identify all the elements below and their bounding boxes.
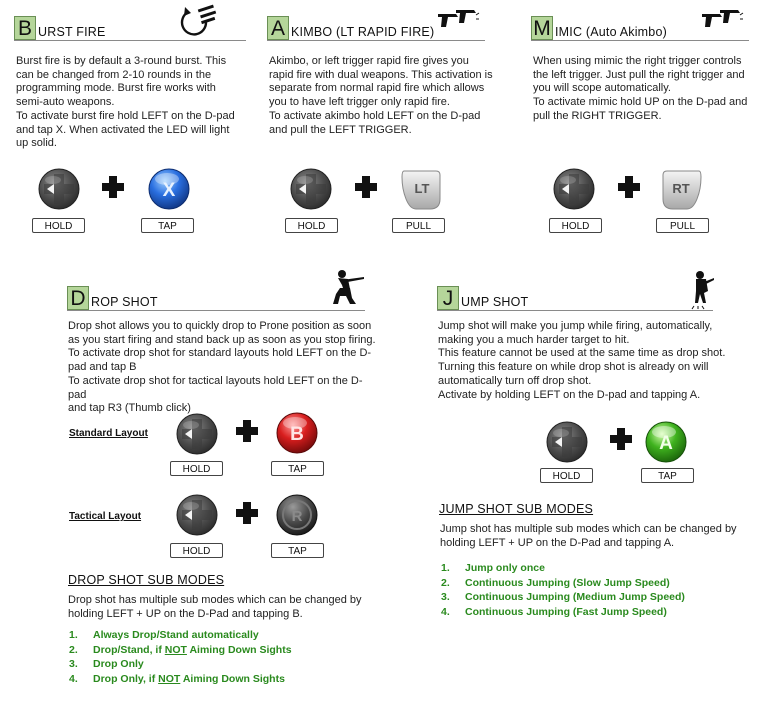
akimbo-plus-icon: [355, 176, 377, 198]
akimbo-pull-label: PULL: [392, 218, 445, 233]
drop-standard-tap-label: TAP: [271, 461, 324, 476]
akimbo-dual-pistols-icon: [436, 6, 480, 36]
drop-standard-hold-label: HOLD: [170, 461, 223, 476]
list-item: 4. Drop Only, if NOT Aiming Down Sights: [69, 672, 285, 685]
akimbo-lt-trigger-icon: [398, 169, 442, 211]
drop-sub-modes-description: Drop shot has multiple sub modes which can be changed by holding LEFT + UP on the D-Pad and tapping B.: [68, 594, 362, 620]
drop-r3-stick-icon: [276, 494, 318, 536]
burst-letter: B: [14, 16, 36, 40]
drop-tactical-hold-label: HOLD: [170, 543, 223, 558]
burst-tap-label: TAP: [141, 218, 194, 233]
jump-sub-modes-title: JUMP SHOT SUB MODES: [439, 502, 594, 516]
burst-x-button-icon: [148, 168, 190, 210]
akimbo-dpad-icon: [290, 168, 332, 210]
drop-tactical-dpad-icon: [176, 494, 218, 536]
mimic-dpad-icon: [553, 168, 595, 210]
akimbo-title: KIMBO (LT RAPID FIRE): [291, 25, 435, 39]
standard-layout-label: Standard Layout: [69, 428, 148, 439]
mimic-rt-trigger-icon: [661, 169, 705, 211]
mimic-title: IMIC (Auto Akimbo): [555, 25, 667, 39]
drop-sub-modes-list: [69, 628, 379, 686]
svg-text:A: A: [659, 433, 673, 454]
akimbo-description: Akimbo, or left trigger rapid fire gives you rapid fire with dual weapons. This activation is separate from normal rapid fire which allows you to have left trigger only rapid fire. To activate akimbo hold LEFT on the D-pad and pull the LEFT TRIGGER.: [269, 55, 493, 136]
jump-letter: J: [437, 286, 459, 310]
svg-text:LT: LT: [414, 181, 430, 196]
svg-text:X: X: [162, 180, 176, 201]
jump-heading: [437, 284, 713, 311]
svg-text:R: R: [291, 508, 303, 525]
drop-tactical-tap-label: TAP: [271, 543, 324, 558]
drop-heading: [67, 284, 365, 311]
burst-plus-icon: [102, 176, 124, 198]
burst-hold-label: HOLD: [32, 218, 85, 233]
list-item: 1. Jump only once: [441, 562, 545, 574]
jump-tap-label: TAP: [641, 468, 694, 483]
drop-sub-modes-title: DROP SHOT SUB MODES: [68, 573, 225, 587]
mimic-pull-label: PULL: [656, 218, 709, 233]
drop-title: ROP SHOT: [91, 295, 158, 309]
drop-description: Drop shot allows you to quickly drop to Prone position as soon as you start firing and stand back up as soon as you stop firing. To activate drop shot for standard layouts hold LEFT on the D- pad and tap B To activate drop shot for tactical layouts hold LEFT on the D-pad and tap R3 (Thumb click): [68, 320, 376, 415]
drop-standard-plus-icon: [236, 420, 258, 442]
tactical-layout-label: Tactical Layout: [69, 511, 142, 522]
jump-title: UMP SHOT: [461, 295, 529, 309]
mimic-letter: M: [531, 16, 553, 40]
list-item: 3. Drop Only: [69, 658, 144, 671]
jump-plus-icon: [610, 428, 632, 450]
list-item: 4. Continuous Jumping (Fast Jump Speed): [441, 605, 667, 618]
svg-text:B: B: [290, 424, 304, 445]
kneeling-soldier-icon: [324, 268, 368, 308]
mimic-description: When using mimic the right trigger controls the left trigger. Just pull the right trigger and you will scope automatically. To activate mimic hold UP on the D-pad and pull the RIGHT TRIGGER.: [533, 55, 748, 122]
drop-letter: D: [67, 286, 89, 310]
jump-dpad-icon: [546, 421, 588, 463]
list-item: 1. Always Drop/Stand automatically: [69, 629, 259, 641]
drop-b-button-icon: [276, 412, 318, 454]
mimic-dual-pistols-icon: [700, 6, 744, 36]
jump-sub-modes-description: Jump shot has multiple sub modes which can be changed by holding LEFT + UP on the D-Pad and tapping A.: [440, 523, 737, 549]
list-item: 2. Continuous Jumping (Slow Jump Speed): [441, 576, 670, 589]
jump-hold-label: HOLD: [540, 468, 593, 483]
burst-fire-icon: [176, 4, 218, 40]
jump-a-button-icon: [645, 421, 687, 463]
akimbo-letter: A: [267, 16, 289, 40]
jumping-soldier-icon: [690, 270, 716, 310]
burst-title: URST FIRE: [38, 25, 106, 39]
list-item: 2. Drop/Stand, if NOT Aiming Down Sights: [69, 643, 292, 656]
jump-description: Jump shot will make you jump while firing, automatically, making you a much harder target to hit. This feature cannot be used at the same time as drop shot. Turning this feature on while drop shot is already on will automatically turn off drop shot. Activate by holding LEFT on the D-pad and tapping A.: [438, 320, 726, 401]
burst-description: Burst fire is by default a 3-round burst. This can be changed from 2-10 rounds in the programming mode. Burst fire works with semi-auto weapons. To activate burst fire hold LEFT on the D-pad and tap X. When activated the LED will light up solid.: [16, 55, 235, 150]
akimbo-hold-label: HOLD: [285, 218, 338, 233]
drop-tactical-plus-icon: [236, 502, 258, 524]
mimic-plus-icon: [618, 176, 640, 198]
list-item: 3. Continuous Jumping (Medium Jump Speed): [441, 591, 685, 604]
mimic-hold-label: HOLD: [549, 218, 602, 233]
burst-dpad-icon: [38, 168, 80, 210]
drop-standard-dpad-icon: [176, 413, 218, 455]
jump-sub-modes-list: [441, 561, 751, 619]
svg-text:RT: RT: [672, 181, 690, 196]
